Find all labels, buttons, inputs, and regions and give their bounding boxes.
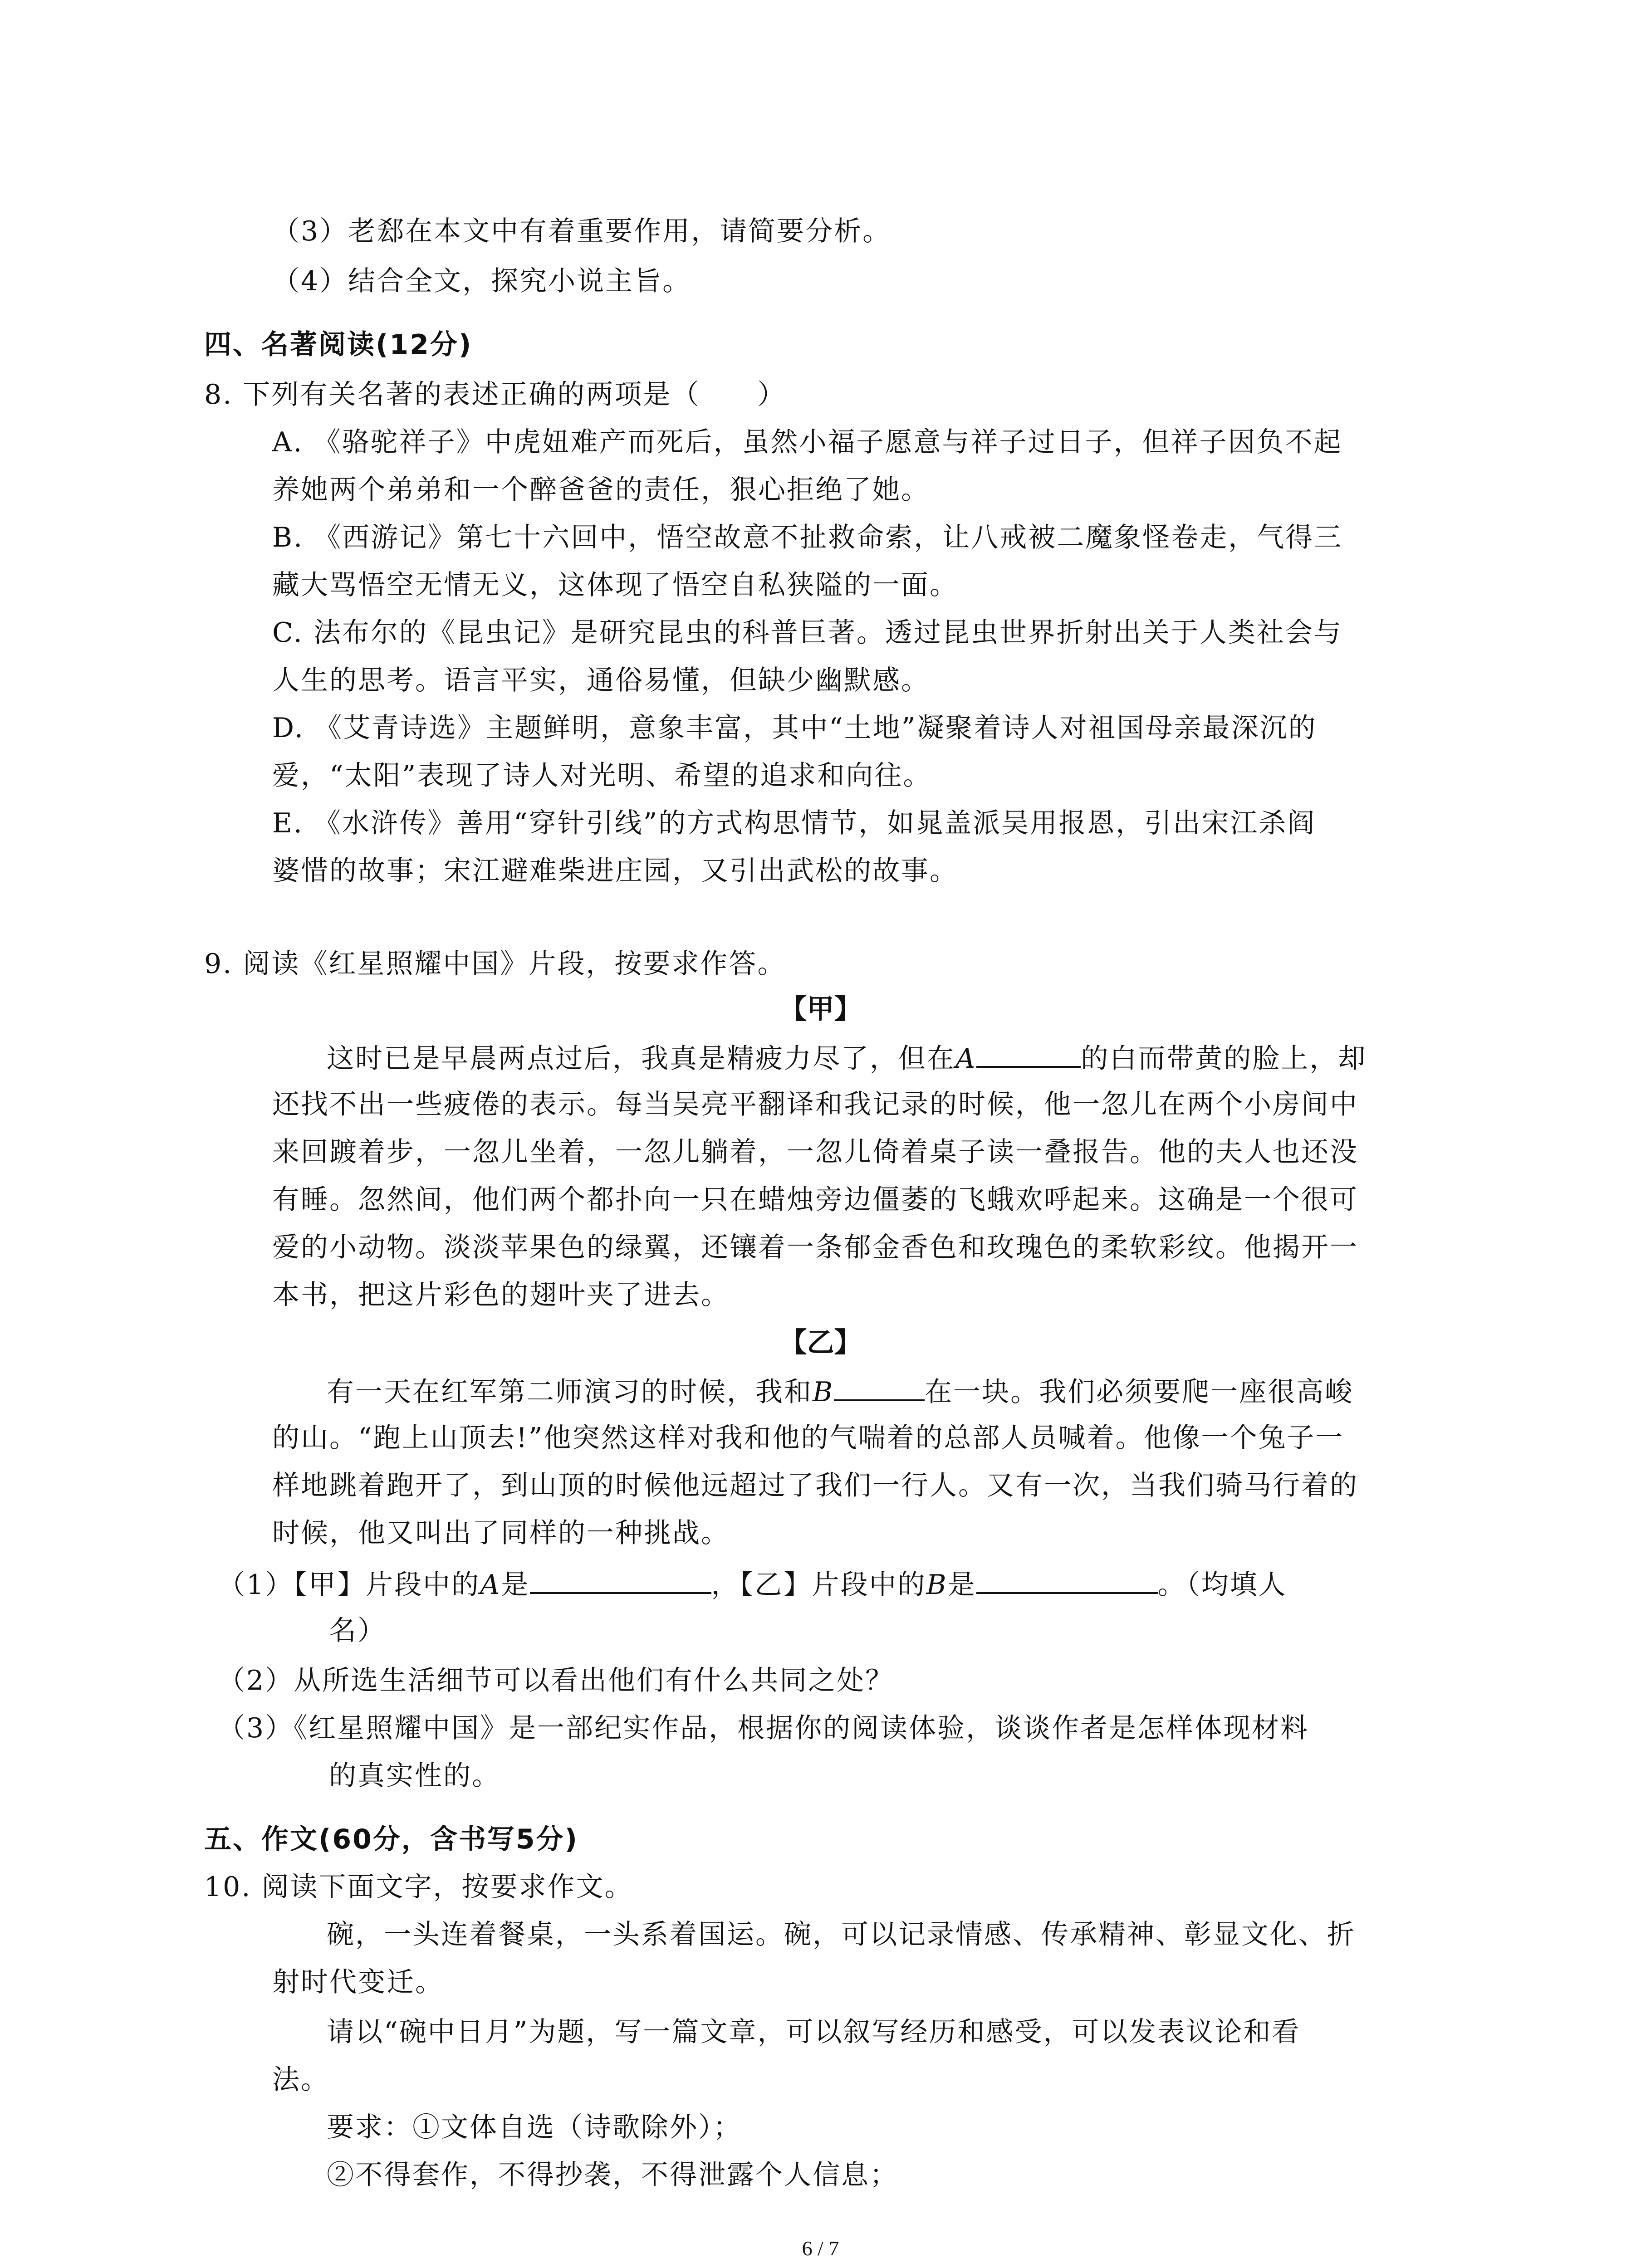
- q9-jia-line3: 来回踱着步，一忽儿坐着，一忽儿躺着，一忽儿倚着桌子读一叠报告。他的夫人也还没: [272, 1136, 1358, 1168]
- q9-sub1-text-a: （1）【甲】片段中的: [218, 1569, 480, 1601]
- q9-stem: 9. 阅读《红星照耀中国》片段，按要求作答。: [204, 948, 786, 980]
- q9-yi-var-b: B: [813, 1376, 834, 1408]
- q8-option-a-line1: A. 《骆驼祥子》中虎妞难产而死后，虽然小福子愿意与祥子过日子，但祥子因负不起: [272, 426, 1342, 458]
- q9-jia-line6: 本书，把这片彩色的翅叶夹了进去。: [272, 1279, 730, 1311]
- q10-requirement-2: ②不得套作，不得抄袭，不得泄露个人信息；: [327, 2159, 898, 2191]
- q9-jia-line1-post: 的白而带黄的脸上，却: [1081, 1043, 1367, 1075]
- q9-jia-var-a: A: [955, 1043, 977, 1075]
- q9-sub1-var-a: A: [480, 1569, 501, 1601]
- q8-option-b-line1: B. 《西游记》第七十六回中，悟空故意不扯救命索，让八戒被二魔象怪卷走，气得三: [272, 522, 1343, 553]
- q10-requirement-1: 要求：①文体自选（诗歌除外）；: [327, 2112, 742, 2143]
- q8-option-c-line1: C. 法布尔的《昆虫记》是研究昆虫的科普巨著。透过昆虫世界折射出关于人类社会与: [272, 617, 1342, 649]
- q9-sub1-var-b: B: [926, 1569, 948, 1601]
- q9-sub1-text-c: ，【乙】片段中的: [711, 1569, 926, 1601]
- q9-sub3-line2: 的真实性的。: [329, 1760, 500, 1792]
- q8-option-a-line2: 养她两个弟弟和一个醉爸爸的责任，狠心拒绝了她。: [272, 474, 930, 506]
- q7-sub4: （4）结合全文，探究小说主旨。: [272, 265, 691, 297]
- page-number: 6 / 7: [802, 2237, 839, 2260]
- q9-yi-title: 【乙】: [779, 1327, 862, 1359]
- q9-jia-title: 【甲】: [779, 993, 862, 1025]
- q9-sub1-text-e: 。（均填人: [1157, 1569, 1287, 1601]
- q8-option-e-line2: 婆惜的故事；宋江避难柴进庄园，又引出武松的故事。: [272, 855, 958, 887]
- q9-sub1-text-d: 是: [947, 1569, 976, 1601]
- q9-yi-blank-b: [834, 1372, 925, 1401]
- q7-sub3: （3）老郄在本文中有着重要作用，请简要分析。: [272, 215, 892, 247]
- q9-yi-line1: [327, 1372, 1353, 1410]
- q9-jia-line5: 爱的小动物。淡淡苹果色的绿翼，还镶着一条郁金香色和玫瑰色的柔软彩纹。他揭开一: [272, 1232, 1358, 1263]
- q8-option-d-line2: 爱，“太阳”表现了诗人对光明、希望的追求和向往。: [272, 760, 932, 792]
- q9-sub1-text-b: 是: [501, 1569, 530, 1601]
- q8-option-b-line2: 藏大骂悟空无情无义，这体现了悟空自私狭隘的一面。: [272, 569, 958, 601]
- q8-stem: 8. 下列有关名著的表述正确的两项是（ ）: [204, 379, 786, 411]
- q10-p1-line1: 碗，一头连着餐桌，一头系着国运。碗，可以记录情感、传承精神、彰显文化、折: [327, 1919, 1356, 1950]
- q8-option-c-line2: 人生的思考。语言平实，通俗易懂，但缺少幽默感。: [272, 665, 930, 696]
- q9-jia-line4: 有睡。忽然间，他们两个都扑向一只在蜡烛旁边僵萎的飞蛾欢呼起来。这确是一个很可: [272, 1184, 1358, 1216]
- q10-p1-line2: 射时代变迁。: [272, 1966, 444, 1998]
- q9-jia-line1: [327, 1039, 1367, 1077]
- section4-heading: 四、名著阅读(12分): [204, 329, 473, 361]
- q8-option-e-line1: E. 《水浒传》善用“穿针引线”的方式构思情节，如晁盖派吴用报恩，引出宋江杀阎: [272, 807, 1316, 839]
- q9-yi-line1-post: 在一块。我们必须要爬一座很高峻: [925, 1376, 1354, 1408]
- q9-jia-line2: 还找不出一些疲倦的表示。每当吴亮平翻译和我记录的时候，他一忽儿在两个小房间中: [272, 1089, 1358, 1120]
- q9-yi-line3: 样地跳着跑开了，到山顶的时候他远超过了我们一行人。又有一次，当我们骑马行着的: [272, 1470, 1358, 1501]
- q9-sub3-line1: （3）《红星照耀中国》是一部纪实作品，根据你的阅读体验，谈谈作者是怎样体现材料: [218, 1712, 1309, 1744]
- q9-sub2: （2）从所选生活细节可以看出他们有什么共同之处？: [218, 1665, 894, 1696]
- q9-yi-line1-pre: 有一天在红军第二师演习的时候，我和: [327, 1376, 813, 1408]
- q10-p2-line1: 请以“碗中日月”为题，写一篇文章，可以叙写经历和感受，可以发表议论和看: [327, 2016, 1301, 2048]
- q10-stem: 10. 阅读下面文字，按要求作文。: [204, 1871, 633, 1903]
- q9-jia-line1-pre: 这时已是早晨两点过后，我真是精疲力尽了，但在: [327, 1043, 955, 1075]
- q9-yi-line2: 的山。“跑上山顶去!”他突然这样对我和他的气喘着的总部人员喊着。他像一个兔子一: [272, 1422, 1344, 1454]
- q9-yi-line4: 时候，他又叫出了同样的一种挑战。: [272, 1517, 730, 1549]
- q10-p2-line2: 法。: [272, 2064, 329, 2096]
- section5-heading: 五、作文(60分，含书写5分): [204, 1823, 579, 1855]
- q9-sub1-answer-a-blank[interactable]: [530, 1565, 711, 1594]
- q9-sub1-answer-b-blank[interactable]: [976, 1565, 1158, 1594]
- q9-sub1: [218, 1565, 1287, 1603]
- q9-sub1-wrap: 名）: [329, 1615, 386, 1647]
- q8-option-d-line1: D. 《艾青诗选》主题鲜明，意象丰富，其中“土地”凝聚着诗人对祖国母亲最深沉的: [272, 712, 1317, 744]
- q9-jia-blank-a: [976, 1039, 1081, 1068]
